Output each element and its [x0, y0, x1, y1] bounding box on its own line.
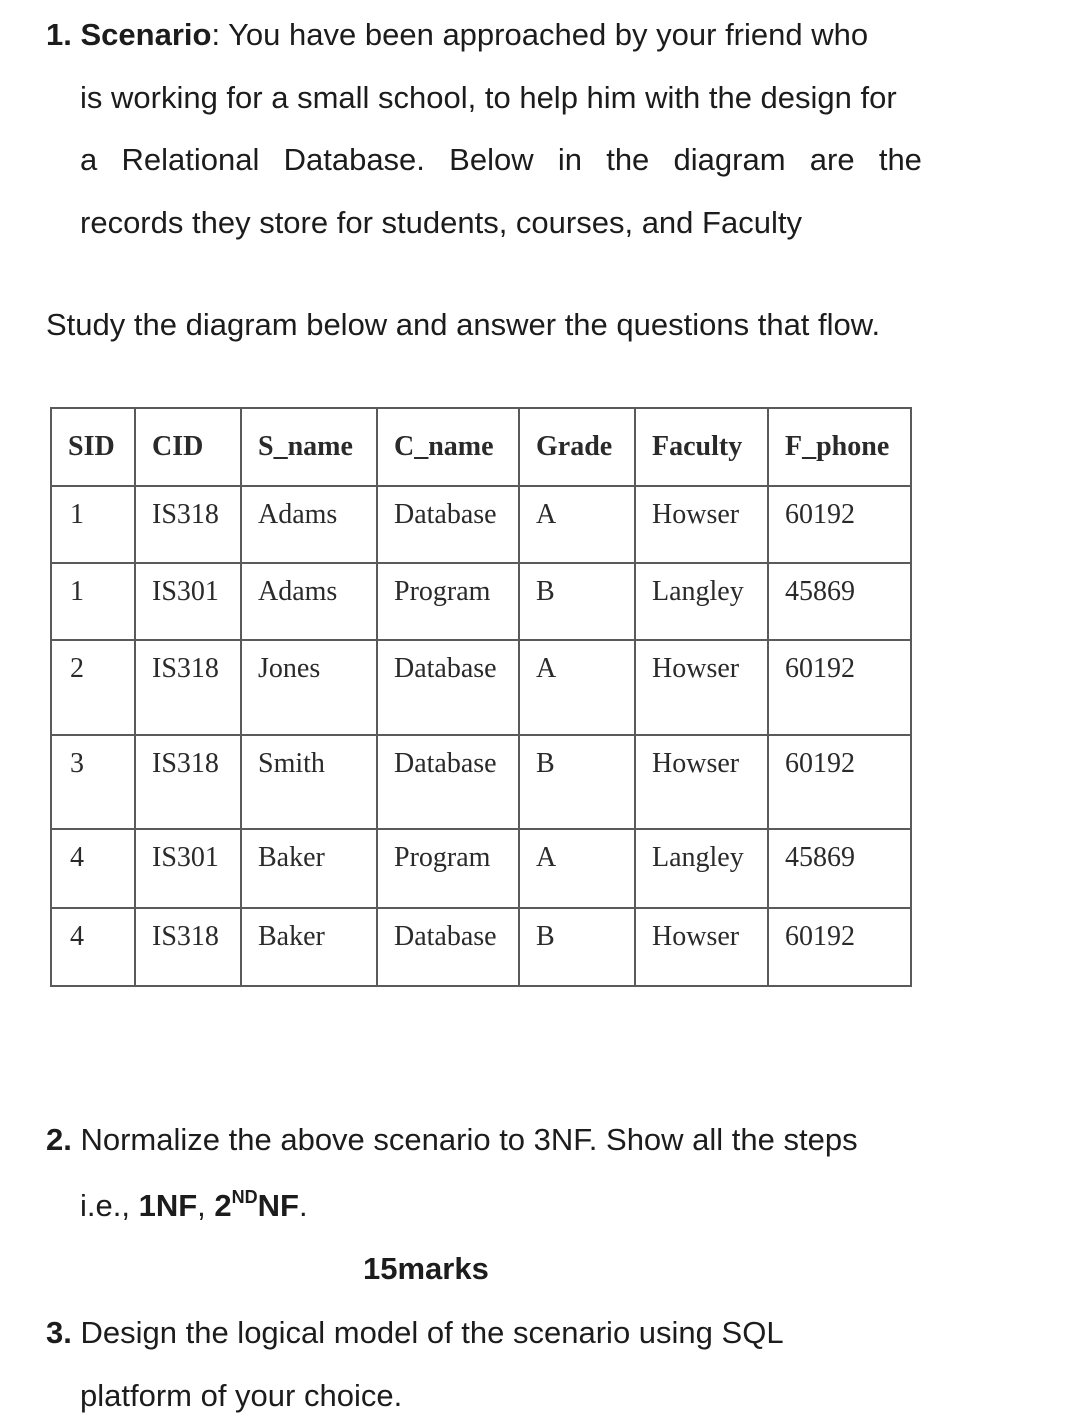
header-grade: Grade — [519, 408, 635, 486]
cell-f-phone: 60192 — [768, 735, 911, 829]
q1-line-3-word: Database. — [283, 142, 425, 177]
table-header-row — [51, 408, 911, 486]
q2-sep: , — [197, 1188, 215, 1223]
header-cid: CID — [135, 408, 241, 486]
q2-1nf: 1NF — [138, 1188, 198, 1223]
cell-f-phone: 60192 — [768, 640, 911, 735]
cell-faculty: Howser — [635, 908, 768, 986]
cell-f-phone: 60192 — [768, 908, 911, 986]
q2-prefix: i.e., — [80, 1188, 139, 1223]
cell-c-name: Database — [377, 908, 519, 986]
cell-cid: IS301 — [135, 829, 241, 908]
cell-sid: 4 — [51, 908, 135, 986]
cell-s-name: Jones — [241, 640, 377, 735]
q2-2nd-sup: ND — [231, 1186, 258, 1207]
cell-c-name: Database — [377, 735, 519, 829]
cell-f-phone: 45869 — [768, 563, 911, 640]
cell-s-name: Smith — [241, 735, 377, 829]
q3-line-2: platform of your choice. — [80, 1378, 403, 1413]
table-row — [51, 735, 911, 829]
cell-cid: IS318 — [135, 908, 241, 986]
header-c-name: C_name — [377, 408, 519, 486]
q2-line-1-text: Normalize the above scenario to 3NF. Show all the steps — [80, 1122, 858, 1157]
q1-line-4: records they store for students, courses, and Faculty — [80, 205, 802, 240]
header-sid: SID — [51, 408, 135, 486]
header-faculty: Faculty — [635, 408, 768, 486]
q1-number: 1. — [46, 17, 72, 52]
cell-f-phone: 60192 — [768, 486, 911, 563]
marks-text: 15marks — [363, 1251, 489, 1286]
cell-s-name: Adams — [241, 486, 377, 563]
q3-number: 3. — [46, 1315, 72, 1350]
cell-grade: A — [519, 640, 635, 735]
cell-sid: 3 — [51, 735, 135, 829]
cell-faculty: Langley — [635, 829, 768, 908]
records-table — [50, 407, 912, 987]
cell-s-name: Adams — [241, 563, 377, 640]
cell-f-phone: 45869 — [768, 829, 911, 908]
cell-sid: 1 — [51, 486, 135, 563]
table-row — [51, 563, 911, 640]
cell-faculty: Howser — [635, 486, 768, 563]
q1-line-3 — [80, 140, 922, 180]
cell-sid: 1 — [51, 563, 135, 640]
cell-faculty: Howser — [635, 640, 768, 735]
cell-grade: B — [519, 908, 635, 986]
cell-cid: IS301 — [135, 563, 241, 640]
q1-label: Scenario — [80, 17, 212, 52]
q2-line-2 — [80, 1186, 308, 1226]
cell-cid: IS318 — [135, 735, 241, 829]
q2-2nd-suffix: NF — [257, 1188, 299, 1223]
q1-line-3-word: are — [809, 142, 855, 177]
cell-grade: A — [519, 486, 635, 563]
cell-c-name: Database — [377, 640, 519, 735]
header-f-phone: F_phone — [768, 408, 911, 486]
q3-line-1 — [46, 1313, 784, 1353]
q1-line-1-text: : You have been approached by your friend who — [211, 17, 869, 52]
instruction-text: Study the diagram below and answer the questions that flow. — [46, 307, 881, 342]
q1-line-3-word: the — [606, 142, 650, 177]
cell-c-name: Program — [377, 829, 519, 908]
cell-grade: B — [519, 563, 635, 640]
q2-end: . — [298, 1188, 308, 1223]
cell-sid: 4 — [51, 829, 135, 908]
cell-s-name: Baker — [241, 829, 377, 908]
q2-line-1 — [46, 1120, 858, 1160]
cell-c-name: Program — [377, 563, 519, 640]
cell-s-name: Baker — [241, 908, 377, 986]
cell-cid: IS318 — [135, 640, 241, 735]
cell-faculty: Howser — [635, 735, 768, 829]
q1-line-3-word: a — [80, 142, 98, 177]
q2-number: 2. — [46, 1122, 72, 1157]
table-row — [51, 908, 911, 986]
header-s-name: S_name — [241, 408, 377, 486]
q1-line-1 — [46, 15, 868, 55]
q1-line-2: is working for a small school, to help him with the design for — [80, 80, 897, 115]
table-row — [51, 829, 911, 908]
q1-line-3-word: in — [557, 142, 582, 177]
cell-grade: B — [519, 735, 635, 829]
q1-line-3-word: the — [878, 142, 922, 177]
cell-grade: A — [519, 829, 635, 908]
table-row — [51, 640, 911, 735]
cell-sid: 2 — [51, 640, 135, 735]
q1-line-3-word: Relational — [121, 142, 260, 177]
q3-line-1-text: Design the logical model of the scenario using SQL — [80, 1315, 784, 1350]
cell-c-name: Database — [377, 486, 519, 563]
q1-line-3-word: diagram — [673, 142, 786, 177]
cell-faculty: Langley — [635, 563, 768, 640]
q2-2ndnf — [214, 1188, 299, 1223]
q1-line-3-word: Below — [449, 142, 534, 177]
q2-2nd-num: 2 — [214, 1188, 232, 1223]
cell-cid: IS318 — [135, 486, 241, 563]
marks-label — [363, 1249, 489, 1289]
table-row — [51, 486, 911, 563]
